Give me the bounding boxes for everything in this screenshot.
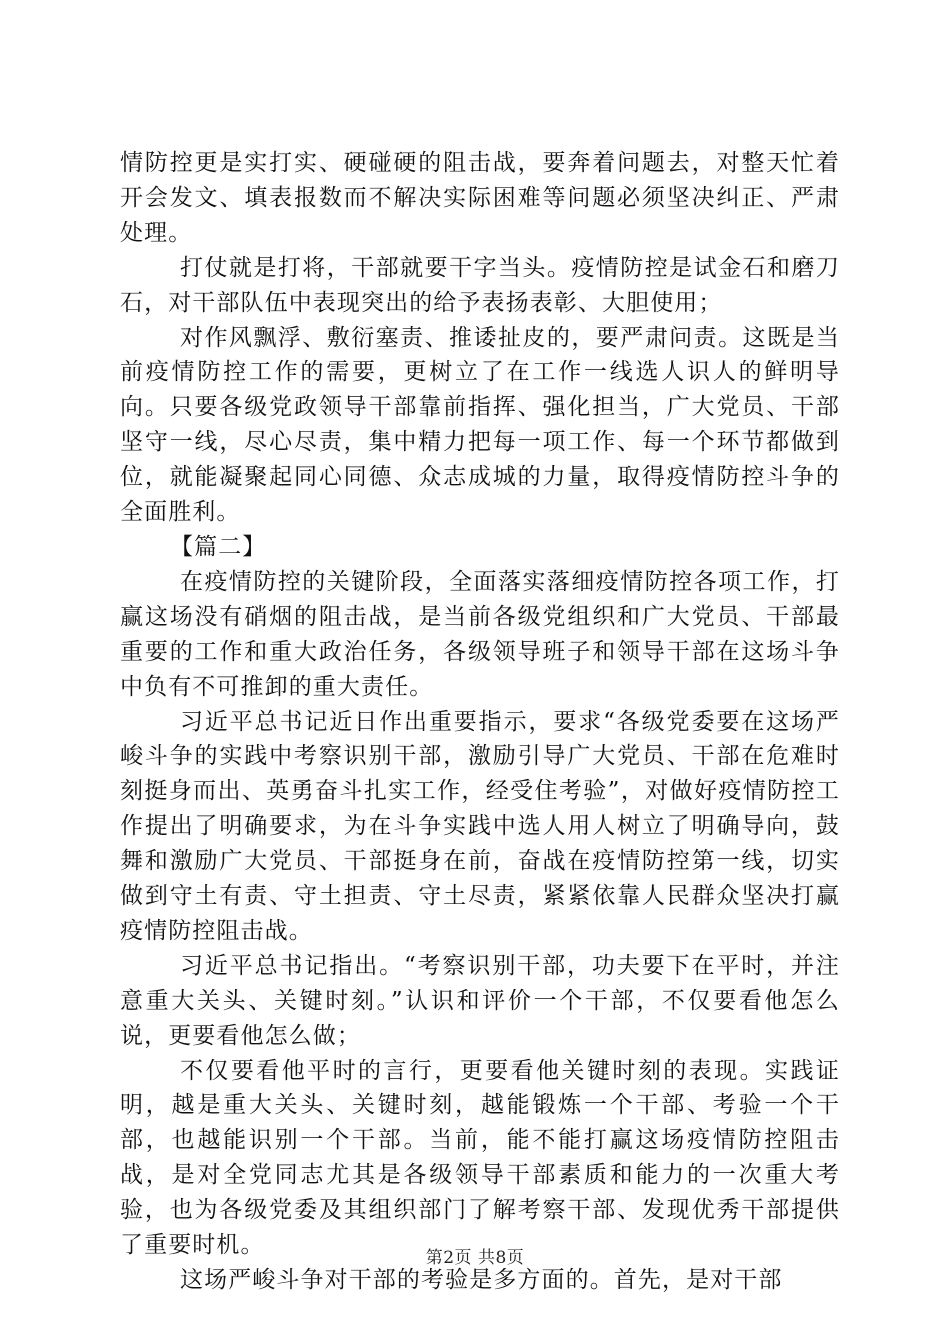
paragraph: 不仅要看他平时的言行，更要看他关键时刻的表现。实践证明，越是重大关头、关键时刻，越能锻炼一个干部、考验一个干部，也越能识别一个干部。当前，能不能打赢这场疫情防控阻击战，是对全党同志尤其是各级领导干部素质和能力的一次重大考验，也为各级党委及其组织部门了解考察干部、发现优秀干部提供了重要时机。 [120, 1057, 840, 1259]
paragraph: 习近平总书记指出。“考察识别干部，功夫要下在平时，并注意重大关头、关键时刻。”认识和评价一个干部，不仅要看他怎么说，更要看他怎么做； [120, 952, 840, 1049]
paragraph: 打仗就是打将，干部就要干字当头。疫情防控是试金石和磨刀石，对干部队伍中表现突出的给予表扬表彰、大胆使用； [120, 254, 840, 316]
paragraph: 对作风飘浮、敷衍塞责、推诿扯皮的，要严肃问责。这既是当前疫情防控工作的需要，更树立了在工作一线选人识人的鲜明导向。只要各级党政领导干部靠前指挥、强化担当，广大党员、干部坚守一线，尽心尽责，集中精力把每一项工作、每一个环节都做到位，就能凝聚起同心同德、众志成城的力量，取得疫情防控斗争的全面胜利。 [120, 324, 840, 526]
document-body [120, 146, 840, 1298]
paragraph: 这场严峻斗争对干部的考验是多方面的。首先，是对干部 [180, 1267, 783, 1293]
paragraph: 在疫情防控的关键阶段，全面落实落细疫情防控各项工作，打赢这场没有硝烟的阻击战，是当前各级党组织和广大党员、干部最重要的工作和重大政治任务，各级领导班子和领导干部在这场斗争中负有不可推卸的重大责任。 [120, 568, 840, 700]
section-heading: 【篇二】 [170, 533, 267, 560]
paragraph: 习近平总书记近日作出重要指示，要求“各级党委要在这场严峻斗争的实践中考察识别干部，激励引导广大党员、干部在危难时刻挺身而出、英勇奋斗扎实工作，经受住考验”，对做好疫情防控工作提出了明确要求，为在斗争实践中选人用人树立了明确导向，鼓舞和激励广大党员、干部挺身在前，奋战在疫情防控第一线，切实做到守土有责、守土担责、守土尽责，紧紧依靠人民群众坚决打赢疫情防控阻击战。 [120, 708, 840, 944]
page-number: 第2页 共8页 [425, 1248, 525, 1268]
paragraph: 情防控更是实打实、硬碰硬的阻击战，要奔着问题去，对整天忙着开会发文、填表报数而不解决实际困难等问题必须坚决纠正、严肃处理。 [120, 150, 840, 246]
